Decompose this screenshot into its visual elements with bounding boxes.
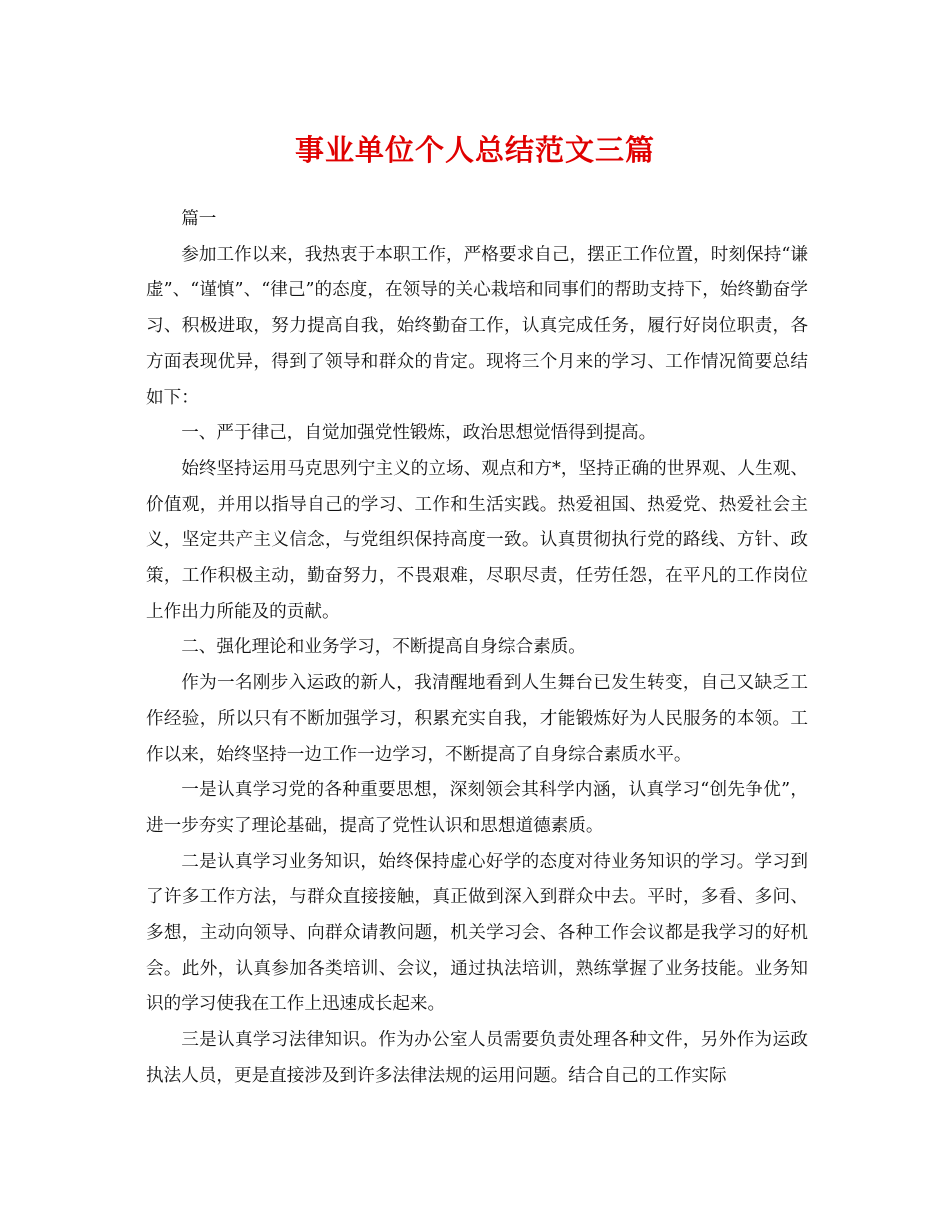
paragraph: 作为一名刚步入运政的新人，我清醒地看到人生舞台已发生转变，自己又缺乏工作经验，所以只有不断加强学习，积累充实自我，才能锻炼好为人民服务的本领。工作以来，始终坚持一边工作一边学习，不断提高了自身综合素质水平。: [146, 673, 808, 765]
paragraph: 二、强化理论和业务学习，不断提高自身综合素质。: [181, 637, 586, 658]
section-heading: 篇一: [181, 209, 217, 229]
document-title: 事业单位个人总结范文三篇: [294, 133, 655, 167]
paragraph: 二是认真学习业务知识，始终保持虚心好学的态度对待业务知识的学习。学习到了许多工作方法，与群众直接接触，真正做到深入到群众中去。平时，多看、多问、多想，主动向领导、向群众请教问题，机关学习会、各种工作会议都是我学习的好机会。此外，认真参加各类培训、会议，通过执法培训，熟练掌握了业务技能。业务知识的学习使我在工作上迅速成长起来。: [146, 851, 808, 1015]
paragraph: 参加工作以来，我热衷于本职工作，严格要求自己，摆正工作位置，时刻保持“谦虚”、“谨慎”、“律己”的态度，在领导的关心栽培和同事们的帮助支持下，始终勤奋学习、积极进取，努力提高自我，始终勤奋工作，认真完成任务，履行好岗位职责，各方面表现优异，得到了领导和群众的肯定。现将三个月来的学习、工作情况简要总结如下：: [146, 244, 808, 408]
paragraph: 三是认真学习法律知识。作为办公室人员需要负责处理各种文件，另外作为运政执法人员，更是直接涉及到许多法律法规的运用问题。结合自己的工作实际: [146, 1030, 808, 1086]
paragraph: 始终坚持运用马克思列宁主义的立场、观点和方*，坚持正确的世界观、人生观、价值观，并用以指导自己的学习、工作和生活实践。热爱祖国、热爱党、热爱社会主义，坚定共产主义信念，与党组织保持高度一致。认真贯彻执行党的路线、方针、政策，工作积极主动，勤奋努力，不畏艰难，尽职尽责，任劳任怨，在平凡的工作岗位上作出力所能及的贡献。: [146, 458, 808, 622]
paragraph: 一是认真学习党的各种重要思想，深刻领会其科学内涵，认真学习“创先争优”，进一步夯实了理论基础，提高了党性认识和思想道德素质。: [146, 780, 808, 836]
paragraph: 一、严于律己，自觉加强党性锻炼，政治思想觉悟得到提高。: [181, 423, 657, 444]
document-body: [146, 202, 808, 1095]
